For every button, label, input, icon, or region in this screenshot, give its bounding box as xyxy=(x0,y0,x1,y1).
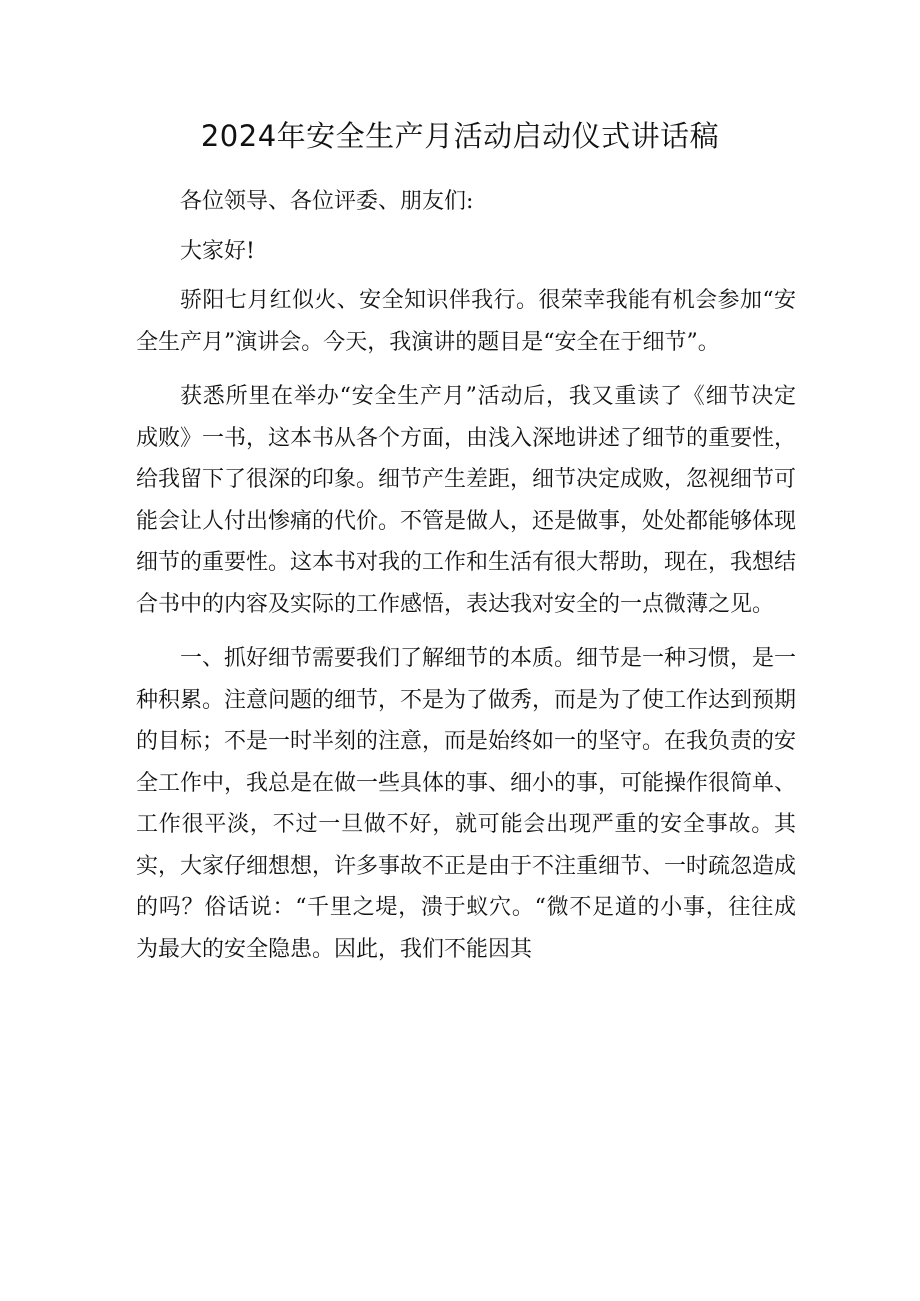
book-paragraph: 获悉所里在举办“安全生产月”活动后，我又重读了《细节决定成败》一书，这本书从各个方面，由浅入深地讲述了细节的重要性，给我留下了很深的印象。细节产生差距，细节决定成败，忽视细节可能会让人付出惨痛的代价。不管是做人，还是做事，处处都能够体现细节的重要性。这本书对我的工作和生活有很大帮助，现在，我想结合书中的内容及实际的工作感悟，表达我对安全的一点微薄之见。 xyxy=(136,384,797,617)
greeting-paragraph: 大家好! xyxy=(180,238,255,264)
document-body xyxy=(136,181,796,983)
point-one-paragraph: 一、抓好细节需要我们了解细节的本质。细节是一种习惯，是一种积累。注意问题的细节，不是为了做秀，而是为了使工作达到预期的目标；不是一时半刻的注意，而是始终如一的坚守。在我负责的安全工作中，我总是在做一些具体的事、细小的事，可能操作很简单、工作很平淡，不过一旦做不好，就可能会出现严重的安全事故。其实，大家仔细想想，许多事故不正是由于不注重细节、一时疏忽造成的吗？俗话说：“千里之堤，溃于蚁穴。“微不足道的小事，往往成为最大的安全隐患。因此，我们不能因其 xyxy=(136,646,797,962)
document-title: 2024年安全生产月活动启动仪式讲话稿 xyxy=(200,119,720,153)
intro-paragraph: 骄阳七月红似火、安全知识伴我行。很荣幸我能有机会参加“安全生产月”演讲会。今天，我演讲的题目是“安全在于细节”。 xyxy=(136,288,796,355)
salutation-paragraph: 各位领导、各位评委、朋友们: xyxy=(180,189,474,214)
